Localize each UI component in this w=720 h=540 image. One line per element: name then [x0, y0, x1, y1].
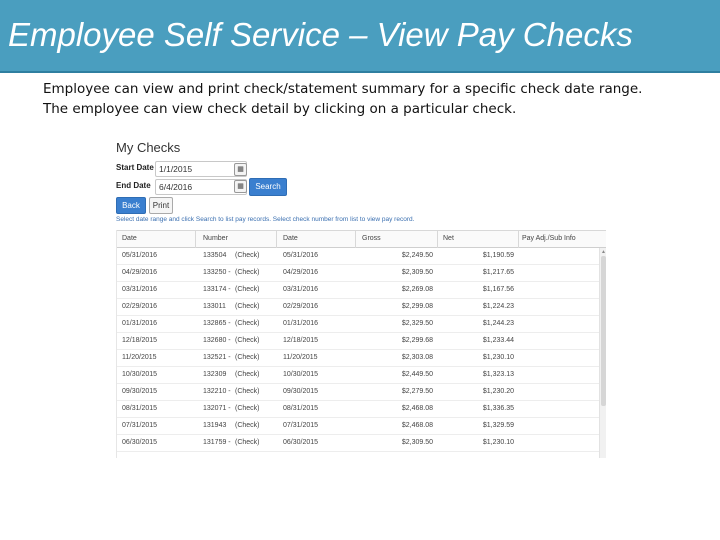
table-row[interactable]: [117, 384, 599, 401]
check-date: 08/31/2015: [122, 405, 158, 412]
calendar-icon[interactable]: ▦: [234, 180, 247, 193]
check-type: (Check): [235, 422, 260, 429]
pay-date: 05/31/2016: [283, 252, 319, 259]
pay-date: 04/29/2016: [283, 269, 319, 276]
check-date: 03/31/2016: [122, 286, 158, 293]
scroll-up-icon[interactable]: ▲: [601, 249, 606, 255]
check-type: (Check): [235, 354, 260, 361]
end-date-input[interactable]: 6/4/2016: [155, 179, 247, 195]
search-button[interactable]: Search: [249, 178, 287, 196]
column-divider: [276, 231, 277, 248]
check-date: 12/18/2015: [122, 337, 158, 344]
check-number-link[interactable]: 133011: [203, 303, 226, 310]
column-header-date[interactable]: Date: [283, 235, 298, 242]
check-date: 05/31/2016: [122, 252, 158, 259]
calendar-icon[interactable]: ▦: [234, 163, 247, 176]
checks-table: [116, 230, 606, 458]
check-type: (Check): [235, 405, 260, 412]
back-button[interactable]: Back: [116, 197, 146, 214]
gross-amount: $2,279.50: [401, 388, 433, 395]
gross-amount: $2,329.50: [401, 320, 433, 327]
pay-date: 01/31/2016: [283, 320, 319, 327]
page-title: My Checks: [116, 140, 181, 155]
check-date: 11/20/2015: [122, 354, 157, 361]
pay-date: 10/30/2015: [283, 371, 319, 378]
description: [43, 79, 713, 119]
table-row[interactable]: [117, 316, 599, 333]
check-date: 07/31/2015: [122, 422, 158, 429]
table-row[interactable]: [117, 333, 599, 350]
gross-amount: $2,299.68: [401, 337, 433, 344]
net-amount: $1,230.20: [482, 388, 514, 395]
column-header-pay-adj[interactable]: Pay Adj./Sub Info: [522, 235, 576, 242]
pay-date: 12/18/2015: [283, 337, 319, 344]
description-line: The employee can view check detail by clicking on a particular check.: [43, 101, 517, 117]
pay-date: 07/31/2015: [283, 422, 319, 429]
check-type: (Check): [235, 303, 260, 310]
net-amount: $1,230.10: [482, 354, 514, 361]
gross-amount: $2,468.08: [401, 405, 433, 412]
gross-amount: $2,309.50: [401, 269, 433, 276]
check-type: (Check): [235, 388, 260, 395]
table-row[interactable]: [117, 367, 599, 384]
column-divider: [355, 231, 356, 248]
instruction-text: Select date range and click Search to list pay records. Select check number from list to view pay record.: [116, 216, 415, 223]
pay-date: 03/31/2016: [283, 286, 319, 293]
table-scrollbar[interactable]: [599, 248, 606, 458]
check-number-link[interactable]: 132210 -: [203, 388, 231, 395]
check-number-link[interactable]: 133174 -: [203, 286, 231, 293]
check-date: 02/29/2016: [122, 303, 158, 310]
check-type: (Check): [235, 320, 260, 327]
start-date-input[interactable]: 1/1/2015: [155, 161, 247, 177]
column-header-date[interactable]: Date: [122, 235, 137, 242]
table-row[interactable]: [117, 418, 599, 435]
gross-amount: $2,299.08: [401, 303, 433, 310]
column-divider: [195, 231, 196, 248]
check-date: 06/30/2015: [122, 439, 158, 446]
net-amount: $1,190.59: [482, 252, 514, 259]
net-amount: $1,323.13: [482, 371, 514, 378]
check-number-link[interactable]: 132521 -: [203, 354, 231, 361]
gross-amount: $2,303.08: [401, 354, 433, 361]
net-amount: $1,329.59: [482, 422, 514, 429]
check-number-link[interactable]: 132309: [203, 371, 227, 378]
table-row[interactable]: [117, 248, 599, 265]
check-number-link[interactable]: 133504: [203, 252, 227, 259]
print-button[interactable]: Print: [149, 197, 173, 214]
net-amount: $1,224.23: [482, 303, 514, 310]
scroll-thumb[interactable]: [601, 256, 606, 406]
column-header-number[interactable]: Number: [203, 235, 228, 242]
pay-date: 08/31/2015: [283, 405, 319, 412]
table-row[interactable]: [117, 265, 599, 282]
check-type: (Check): [235, 371, 260, 378]
gross-amount: $2,309.50: [401, 439, 433, 446]
check-type: (Check): [235, 269, 260, 276]
table-row[interactable]: [117, 401, 599, 418]
gross-amount: $2,249.50: [401, 252, 433, 259]
gross-amount: $2,269.08: [401, 286, 433, 293]
net-amount: $1,217.65: [482, 269, 514, 276]
check-number-link[interactable]: 132071 -: [203, 405, 231, 412]
my-checks-panel: [115, 138, 607, 458]
column-header-gross[interactable]: Gross: [362, 235, 381, 242]
check-date: 04/29/2016: [122, 269, 158, 276]
gross-amount: $2,449.50: [401, 371, 433, 378]
table-row[interactable]: [117, 299, 599, 316]
pay-date: 06/30/2015: [283, 439, 319, 446]
check-type: (Check): [235, 337, 260, 344]
net-amount: $1,167.56: [482, 286, 514, 293]
check-date: 01/31/2016: [122, 320, 158, 327]
column-divider: [437, 231, 438, 248]
description-line: Employee can view and print check/statement summary for a specific check date range.: [43, 81, 643, 97]
check-type: (Check): [235, 286, 260, 293]
check-number-link[interactable]: 132680 -: [203, 337, 231, 344]
check-type: (Check): [235, 252, 260, 259]
column-divider: [518, 231, 519, 248]
table-row[interactable]: [117, 435, 599, 452]
gross-amount: $2,468.08: [401, 422, 433, 429]
check-number-link[interactable]: 132865 -: [203, 320, 231, 327]
pay-date: 09/30/2015: [283, 388, 319, 395]
net-amount: $1,336.35: [482, 405, 514, 412]
net-amount: $1,244.23: [482, 320, 514, 327]
pay-date: 11/20/2015: [283, 354, 318, 361]
end-date-label: End Date: [116, 181, 151, 190]
start-date-label: Start Date: [116, 163, 154, 172]
check-date: 10/30/2015: [122, 371, 158, 378]
net-amount: $1,230.10: [482, 439, 514, 446]
check-date: 09/30/2015: [122, 388, 158, 395]
table-header: [117, 230, 606, 248]
table-row[interactable]: [117, 350, 599, 367]
check-number-link[interactable]: 133250 -: [203, 269, 231, 276]
net-amount: $1,233.44: [482, 337, 514, 344]
table-body: [117, 248, 599, 452]
check-number-link[interactable]: 131759 -: [203, 439, 231, 446]
check-number-link[interactable]: 131943: [203, 422, 227, 429]
slide-title: Employee Self Service – View Pay Checks: [8, 16, 633, 53]
pay-date: 02/29/2016: [283, 303, 319, 310]
table-row[interactable]: [117, 282, 599, 299]
column-header-net[interactable]: Net: [443, 235, 454, 242]
check-type: (Check): [235, 439, 260, 446]
title-banner: [0, 0, 720, 73]
